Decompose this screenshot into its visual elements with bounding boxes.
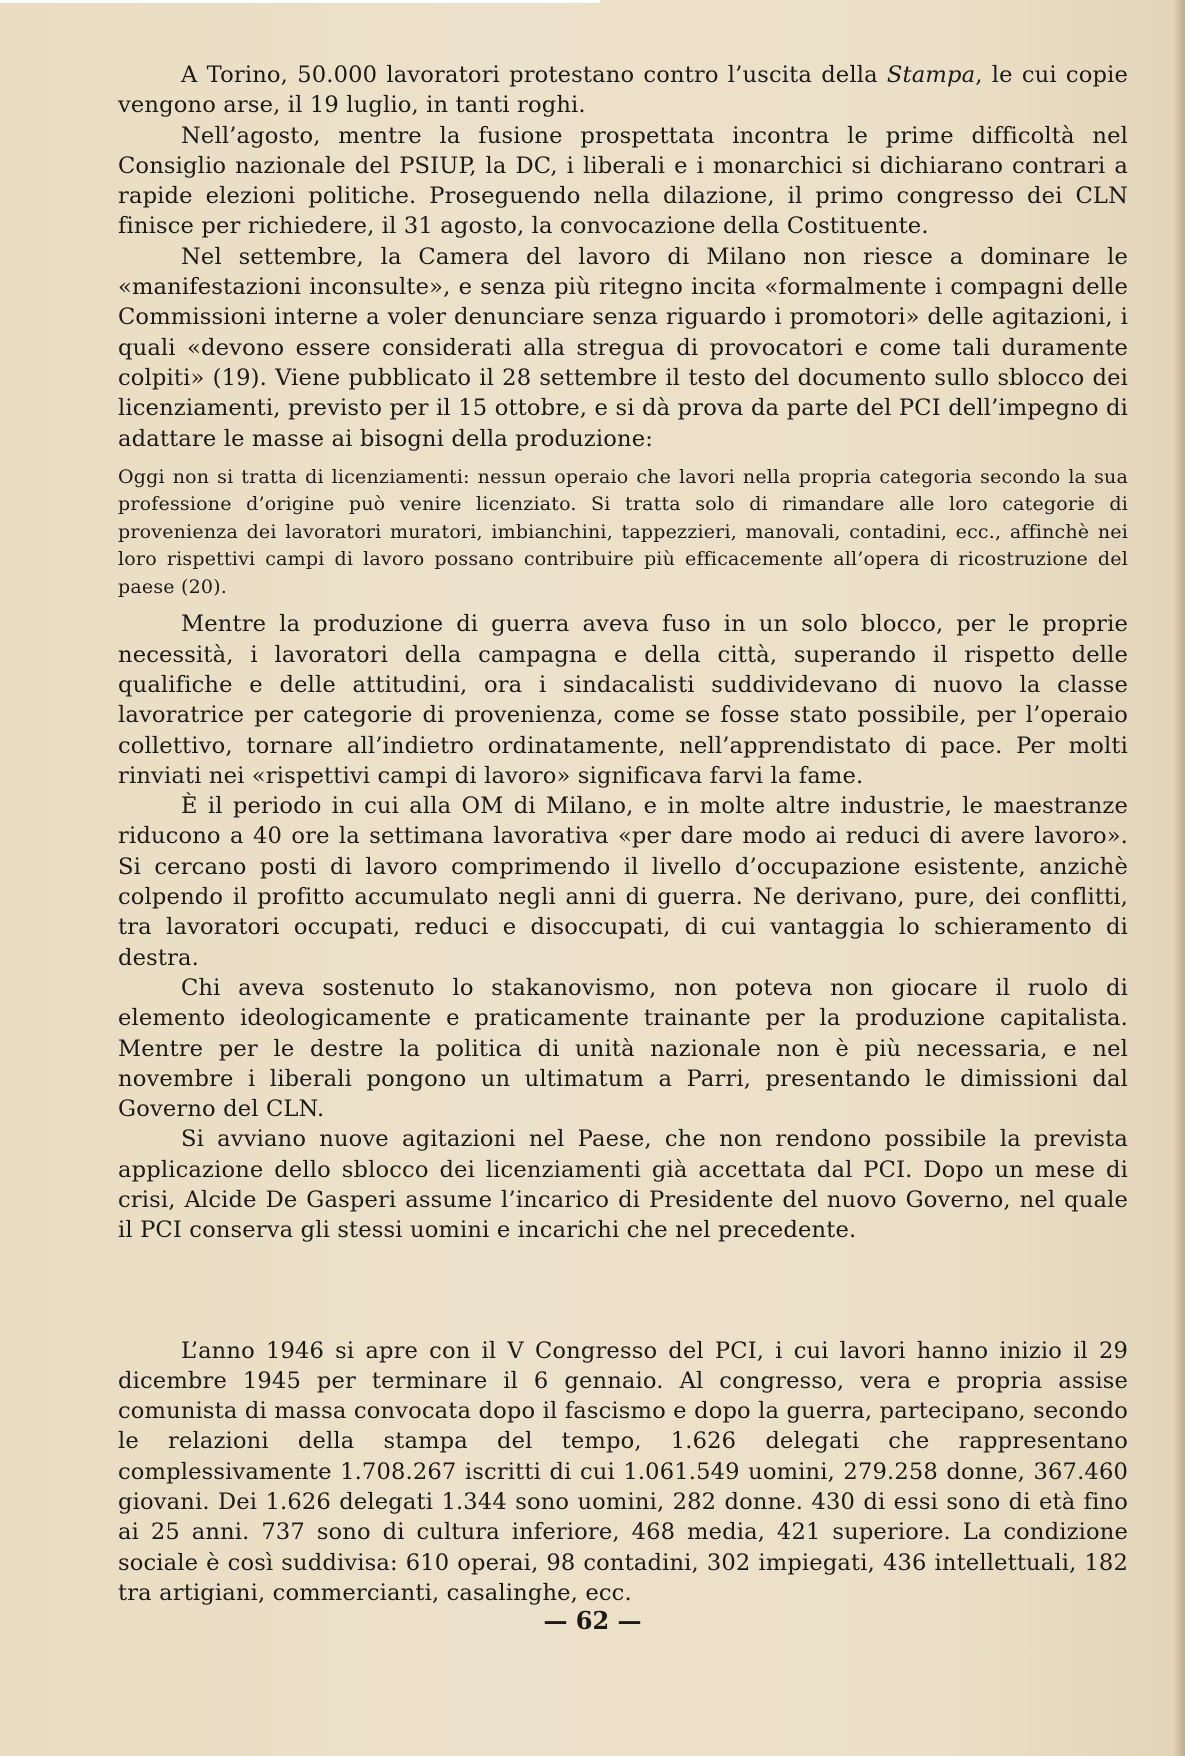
paragraph-text: A Torino, 50.000 lavoratori protestano contro l’uscita della (181, 62, 887, 88)
paragraph-agitazioni: Si avviano nuove agitazioni nel Paese, che non rendono possibile la prevista applicazione dello sblocco dei licenziamenti già accettata dal PCI. Dopo un mese di crisi, Alcide De Gasperi assume l’incarico di Presidente del nuovo Governo, nel quale il PCI conserva gli stessi uomini e incarichi che nel precedente. (118, 1126, 1128, 1244)
scan-edge-top (0, 0, 600, 3)
paragraph-om-milano: È il periodo in cui alla OM di Milano, e in molte altre industrie, le maestranze riducono a 40 ore la settimana lavorativa «per dare modo ai reduci di avere lavoro». Si cercano posti di lavoro comprimendo il livello d’occupazione esistente, anzichè colpendo il profitto accumulato negli anni di guerra. Ne derivano, pure, dei conflitti, tra lavoratori occupati, reduci e disoccupati, di cui vantaggia lo schieramento di destra. (118, 793, 1128, 971)
page-text (118, 60, 1128, 1608)
paragraph-produzione: Mentre la produzione di guerra aveva fuso in un solo blocco, per le proprie necessità, i lavoratori della campagna e della città, superando il rispetto delle qualifiche e delle attitudini, ora i sindacalisti suddividevano di nuovo la classe lavoratrice per categorie di provenienza, come se fosse stato possibile, per l’operaio collettivo, tornare all’indietro ordinatamente, nell’apprendistato di pace. Per molti rinviati nei «rispettivi campi di lavoro» significava farvi la fame. (118, 611, 1128, 789)
paragraph-congresso: L’anno 1946 si apre con il V Congresso del PCI, i cui lavori hanno inizio il 29 dicembre 1945 per terminare il 6 gennaio. Al congresso, vera e propria assise comunista di massa convocata dopo il fascismo e dopo la guerra, partecipano, secondo le relazioni della stampa del tempo, 1.626 delegati che rappresentano complessivamente 1.708.267 iscritti di cui 1.061.549 uomini, 279.258 donne, 367.460 giovani. Dei 1.626 delegati 1.344 sono uomini, 282 donne. 430 di essi sono di età fino ai 25 anni. 737 sono di cultura inferiore, 468 media, 421 superiore. La condizione sociale è così suddivisa: 610 operai, 98 contadini, 302 impiegati, 436 intellettuali, 182 tra artigiani, commercianti, casalinghe, ecc. (118, 1337, 1128, 1606)
quote-text: Oggi non si tratta di licenziamenti: nessun operaio che lavori nella propria categoria secondo la sua professione d’origine può venire licenziato. Si tratta solo di rimandare alle loro categorie di provenienza dei lavoratori muratori, imbianchini, tappezzieri, manovali, contadini, ecc., affinchè nei loro rispettivi campi di lavoro possano contribuire più efficacemente all’opera di ricostruzione del paese (20). (118, 465, 1128, 598)
paragraph-settembre: Nel settembre, la Camera del lavoro di Milano non riesce a dominare le «manifestazioni inconsulte», e senza più ritegno incita «formalmente i compagni delle Commissioni interne a voler denunciare senza riguardo i promotori» delle agitazioni, i quali «devono essere considerati alla stregua di provocatori e come tali duramente colpiti» (19). Viene pubblicato il 28 settembre il testo del documento sullo sblocco dei licenziamenti, previsto per il 15 ottobre, e si dà prova da parte del PCI dell’impegno di adattare le masse ai bisogni della produzione: (118, 243, 1128, 452)
block-quote (118, 464, 1128, 602)
page-edge-shadow (1173, 0, 1185, 1756)
newspaper-title: Stampa (886, 62, 976, 88)
section-break (118, 1246, 1128, 1336)
paragraph-agosto: Nell’agosto, mentre la fusione prospettata incontra le prime difficoltà nel Consiglio nazionale del PSIUP, la DC, i liberali e i monarchici si dichiarano contrari a rapide elezioni politiche. Proseguendo nella dilazione, il primo congresso dei CLN finisce per richiedere, il 31 agosto, la convocazione della Costituente. (118, 122, 1128, 240)
page-number: — 62 — (543, 1606, 642, 1635)
paragraph-torino (118, 60, 1128, 121)
paragraph-stakanovismo: Chi aveva sostenuto lo stakanovismo, non poteva non giocare il ruolo di elemento ideologicamente e praticamente trainante per la produzione capitalista. Mentre per le destre la politica di unità nazionale non è più necessaria, e nel novembre i liberali pongono un ultimatum a Parri, presentando le dimissioni dal Governo del CLN. (118, 974, 1128, 1123)
paragraph-text: , le cui copie vengono arse, il 19 luglio, in tanti roghi. (118, 62, 1128, 119)
